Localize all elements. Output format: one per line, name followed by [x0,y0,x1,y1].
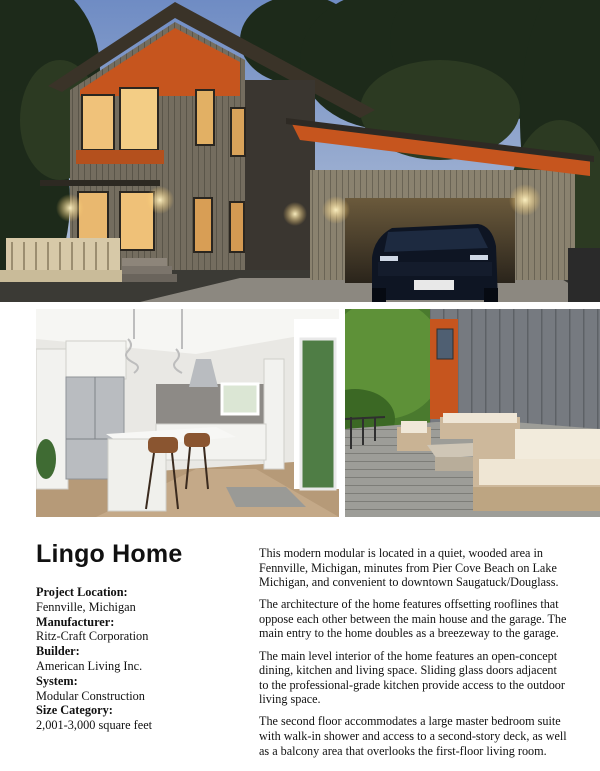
spec-label: Size Category: [36,703,113,718]
spec-label: Manufacturer: [36,614,115,629]
spec-value: Ritz-Craft Corporation [36,629,149,644]
spec-label: System: [36,673,78,688]
description [259,546,569,766]
spec-location [36,585,236,615]
spec-size-category [36,703,236,733]
spec-value: Fennville, Michigan [36,599,136,614]
page-title: Lingo Home [36,540,183,568]
kitchen-photo [36,309,339,517]
paragraph-location: This modern modular is located in a quiet, wooded area in Fennville, Michigan, minutes from Pier Cove Beach on Lake Michigan, and convenient to downtown Saugatuck/Douglass. [259,546,559,590]
spec-manufacturer [36,615,236,645]
spec-label: Builder: [36,644,80,659]
paragraph-architecture: The architecture of the home features offsetting rooflines that oppose each other between the main house and the garage. The main entry to the home doubles as a breezeway to the garage. [259,597,567,641]
paragraph-second-floor: The second floor accommodates a large master bedroom suite with walk-in shower and access to a second-story deck, as well as a balcony area that overlooks the first-floor living room. [259,714,567,758]
paragraph-main-level: The main level interior of the home features an open-concept dining, kitchen and living space. Sliding glass doors adjacent to the professional-grade kitchen provide access to the outdoor living space. [259,648,565,707]
spec-value: Modular Construction [36,688,145,703]
spec-builder [36,644,236,674]
hero-photo-exterior [0,0,600,302]
spec-label: Project Location: [36,585,128,599]
spec-value: American Living Inc. [36,658,143,673]
project-specs [36,585,236,733]
spec-system [36,674,236,704]
spec-value: 2,001-3,000 square feet [36,718,153,733]
deck-photo [345,309,600,517]
